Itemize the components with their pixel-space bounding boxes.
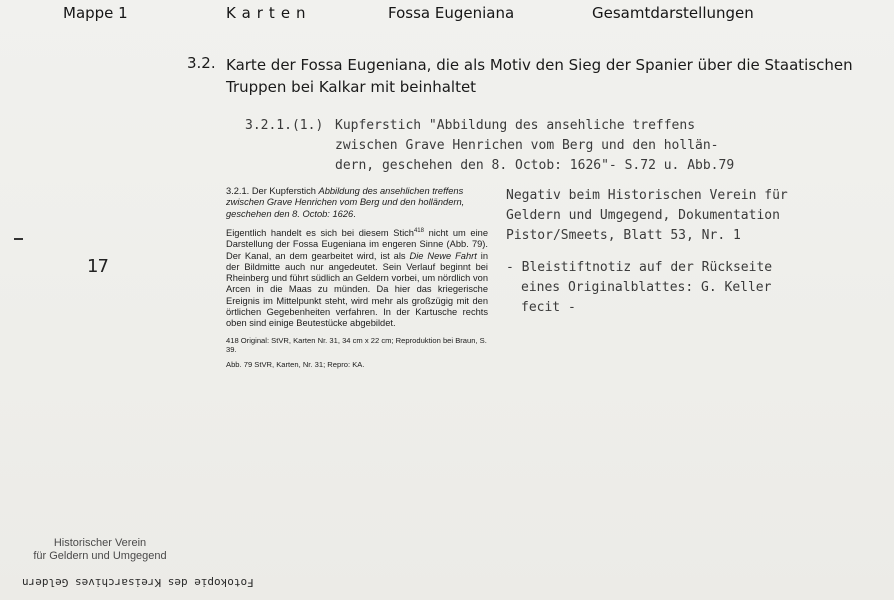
notes-column xyxy=(506,186,788,318)
item-line: dern, geschehen den 8. Octob: 1626"- S.72 u. Abb.79 xyxy=(335,158,735,173)
clipping-footnote: 418 Original: StVR, Karten Nr. 31, 34 cm x 22 cm; Reproduktion bei Braun, S. 39. xyxy=(226,335,487,354)
note-line: fecit - xyxy=(521,300,576,315)
clipping-lead-suffix: . xyxy=(353,208,356,219)
note-line: - Bleistiftnotiz auf der Rückseite xyxy=(506,260,773,275)
clipping-lead xyxy=(226,186,488,220)
society-stamp xyxy=(30,537,170,563)
margin-dash xyxy=(14,238,23,240)
clipping-body xyxy=(226,226,488,330)
note-line: Negativ beim Historischen Verein für xyxy=(506,188,788,203)
item-line: zwischen Grave Henrichen vom Berg und den hollän- xyxy=(335,138,719,153)
item-line: Kupferstich "Abbildung des ansehliche treffens xyxy=(335,118,696,133)
clipping-figure-ref: Abb. 79 StVR, Karten, Nr. 31; Repro: KA. xyxy=(226,360,365,370)
header-topic: Fossa Eugeniana xyxy=(388,4,515,22)
stamp-line: Historischer Verein xyxy=(53,537,147,549)
clipping-lead-title: Abbildung des ansehlichen treffens zwischen Grave Henrichen vom Berg und den holländern, geschehen den 8. Octob: 1626 xyxy=(226,186,465,219)
header-mappe: Mappe 1 xyxy=(63,4,128,22)
item-description xyxy=(335,116,734,176)
section-title: Karte der Fossa Eugeniana, die als Motiv den Sieg der Spanier über die Staatischen Truppen bei Kalkar mit beinhaltet xyxy=(226,56,853,96)
clipping-body-italic: Die Newe Fahrt xyxy=(409,250,477,261)
margin-page-number: 17 xyxy=(87,256,108,277)
clipping-lead-prefix: 3.2.1. Der Kupferstich xyxy=(226,186,319,196)
archive-stamp-mirrored: Fotokopie des Kreisarchives Geldern xyxy=(22,576,254,589)
note-line: Pistor/Smeets, Blatt 53, Nr. 1 xyxy=(506,228,741,243)
section-number: 3.2. xyxy=(187,54,216,72)
note-line: Geldern und Umgegend, Dokumentation xyxy=(506,208,780,223)
note-line: eines Originalblattes: G. Keller xyxy=(521,280,772,295)
header-karten: Karten xyxy=(226,4,312,22)
header-category: Gesamtdarstellungen xyxy=(592,4,754,22)
printed-clipping xyxy=(226,186,488,369)
clipping-body-part: in der Bildmitte auch nur angedeutet. Sein Verlauf beginnt bei Rheinberg und führt südlich an Geldern vorbei, um nördlich von Arcen in die Maas zu münden. Da hier das kriegerische Ereignis im Mittelpunkt steht, wird mehr als großzügig mit den örtlichen Gegebenheiten verfahren. In der Kartusche rechts oben sind einige Beutestücke abgebildet. xyxy=(226,250,488,329)
item-number: 3.2.1.(1.) xyxy=(245,118,324,133)
stamp-line: für Geldern und Umgegend xyxy=(33,550,167,562)
clipping-body-part: Eigentlich handelt es sich bei diesem Stich xyxy=(226,227,414,238)
footnote-marker: 418 xyxy=(413,227,424,234)
clipping-body-part: nicht um eine Darstellung der Fossa Eugeniana im engeren Sinne (Abb. 79). Der Kanal, an dem gearbeitet wird, ist als xyxy=(226,227,488,261)
